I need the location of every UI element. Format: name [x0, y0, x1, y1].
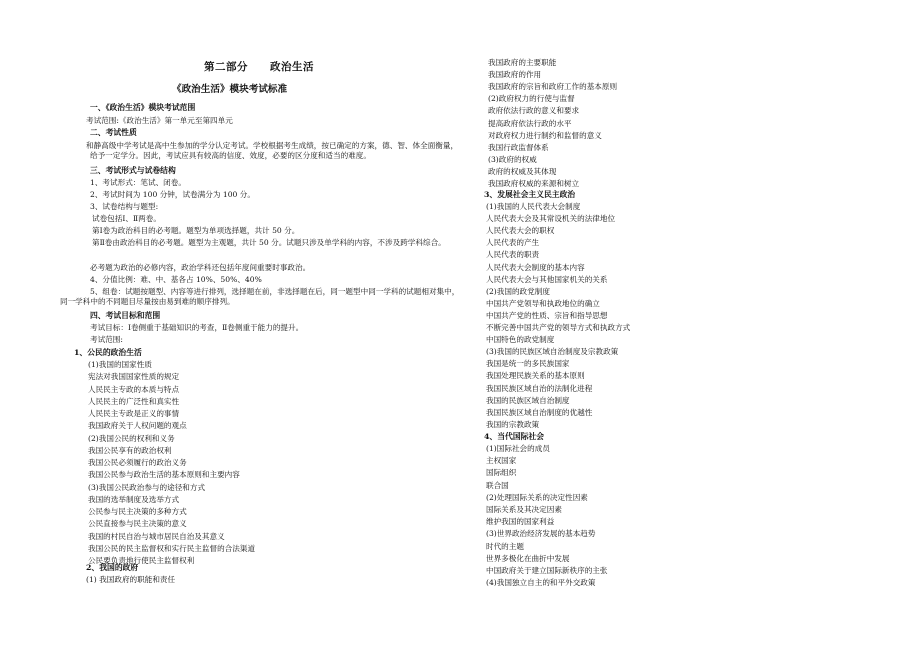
list-item: 国际关系及其决定因素	[486, 505, 562, 514]
list-item: 人民民主专政的本质与特点	[88, 384, 180, 394]
exam-scope-label: 考试范围:	[90, 335, 123, 344]
exam-form: 1、考试形式：笔试、闭卷。	[90, 178, 186, 187]
list-item: 我国的民族区域自治制度	[486, 395, 570, 405]
list-item: 人民代表的职责	[486, 250, 540, 260]
list-item: 我国公民的民主监督权和实行民主监督的合法渠道	[88, 543, 256, 553]
exam-goal: 考试目标：Ⅰ卷侧重于基础知识的考查，Ⅱ卷侧重于能力的提升。	[90, 323, 304, 332]
list-item: 中国共产党领导和执政地位的确立	[486, 298, 600, 308]
list-item: 不断完善中国共产党的领导方式和执政方式	[486, 323, 631, 332]
list-item: 公民直接参与民主决策的意义	[88, 519, 187, 529]
list-item: 人民民主的广泛性和真实性	[88, 396, 180, 406]
unit-4-heading: 4、当代国际社会	[484, 432, 545, 441]
list-item: 人民代表大会与其他国家机关的关系	[486, 274, 608, 284]
list-item: 我国政府的主要职能	[488, 58, 557, 67]
list-item: (3)政府的权威	[488, 154, 537, 164]
list-item: (2)我国公民的权利和义务	[88, 433, 175, 443]
list-item: 提高政府依法行政的水平	[488, 118, 572, 128]
list-item: 人民代表大会制度的基本内容	[486, 262, 585, 272]
exam-time: 2、考试时间为 100 分钟，试卷满分为 100 分。	[90, 190, 255, 199]
list-item: (2)我国的政党制度	[486, 286, 550, 296]
list-item: 我国政府权威的来源和树立	[488, 179, 580, 188]
section-2-heading: 二、考试性质	[90, 128, 137, 137]
paper-2-desc: 第Ⅱ卷由政治科目的必考题。题型为主观题，共计 50 分。试题只涉及单学科的内容，不涉及跨学科综合。	[92, 238, 446, 247]
list-item: (3)我国公民政治参与的途径和方式	[88, 482, 206, 492]
unit-2-heading: 2、我国的政府	[86, 563, 139, 572]
list-item: 联合国	[486, 480, 509, 490]
list-item: (1)我国的国家性质	[88, 360, 152, 369]
list-item: 宪法对我国国家性质的规定	[88, 372, 180, 382]
list-item: 中国共产党的性质、宗旨和指导思想	[486, 310, 608, 320]
paper-structure: 3、试卷结构与题型:	[90, 202, 159, 211]
list-item: 我国公民享有的政治权利	[88, 445, 172, 455]
list-item: 中国特色的政党制度	[486, 335, 555, 345]
list-item: 我国是统一的多民族国家	[486, 359, 570, 369]
list-item: 政府的权威及其体现	[488, 166, 557, 176]
section-4-heading: 四、考试目标和范围	[90, 311, 161, 320]
paper-composition: 5、组卷：试题按题型、内容等进行排列，选择题在前，非选择题在后，同一题型中同一学科的试题相对集中，同一学科中的不同题目尽量按由易到难的顺序排列。	[60, 287, 460, 306]
list-item: 我国政府关于人权问题的观点	[88, 421, 187, 431]
list-item: 我国政府的作用	[488, 70, 542, 80]
list-item: (3)世界政治经济发展的基本趋势	[486, 529, 596, 539]
list-item: (3)我国的民族区域自治制度及宗教政策	[486, 347, 619, 357]
score-ratio: 4、分值比例：难、中、基各占 10%、50%、40%	[90, 275, 262, 284]
list-item: 我国公民必须履行的政治义务	[88, 458, 187, 467]
list-item: (4)我国独立自主的和平外交政策	[486, 578, 596, 588]
paper-parts: 试卷包括Ⅰ、Ⅱ两卷。	[92, 214, 161, 223]
required-content: 必考题为政治的必修内容，政治学科还包括年度间重要时事政治。	[90, 263, 311, 272]
list-item: 我国的选举制度及选举方式	[88, 494, 180, 504]
list-item: 维护我国的国家利益	[486, 517, 555, 527]
list-item: 政府依法行政的意义和要求	[488, 106, 580, 116]
list-item: 对政府权力进行制约和监督的意义	[488, 130, 602, 140]
list-item: 我国行政监督体系	[488, 142, 549, 152]
list-item: 我国公民参与政治生活的基本原则和主要内容	[88, 470, 240, 480]
unit-1-heading: 1、公民的政治生活	[74, 348, 142, 357]
list-item: (2)政府权力的行使与监督	[488, 94, 575, 104]
section-2-text: 和静高级中学考试是高中生参加的学分认定考试。学校根据考生成绩，按已确定的方案，德、智、体全面衡量，给予一定学分。因此，考试应具有较高的信度、效度，必要的区分度和适当的难度。	[86, 141, 459, 160]
part-title: 第二部分 政治生活	[204, 61, 314, 73]
list-item: 我国民族区域自治的法制化进程	[486, 383, 593, 393]
list-item: 世界多极化在曲折中发展	[486, 553, 570, 563]
list-item: (1)我国的人民代表大会制度	[486, 202, 581, 211]
list-item: 人民代表的产生	[486, 238, 540, 248]
list-item: 中国政府关于建立国际新秩序的主张	[486, 566, 608, 575]
section-3-heading: 三、考试形式与试卷结构	[90, 166, 176, 175]
list-item: 公民参与民主决策的多种方式	[88, 507, 187, 516]
section-1-heading: 一、《政治生活》模块考试范围	[90, 103, 196, 112]
list-item: 国际组织	[486, 468, 517, 478]
module-title: 《政治生活》模块考试标准	[172, 84, 288, 95]
list-item: 公民要负责地行使民主监督权利	[88, 556, 195, 565]
list-item: (2)处理国际关系的决定性因素	[486, 492, 588, 502]
section-1-text: 考试范围:《政治生活》第一单元至第四单元	[86, 116, 233, 125]
unit-3-heading: 3、发展社会主义民主政治	[484, 190, 576, 199]
unit-2-item: (1) 我国政府的职能和责任	[86, 575, 176, 584]
paper-1-desc: 第Ⅰ卷为政治科目的必考题。题型为单项选择题，共计 50 分。	[92, 226, 300, 235]
list-item: 主权国家	[486, 456, 517, 466]
list-item: 我国政府的宗旨和政府工作的基本原则	[488, 82, 618, 92]
list-item: (1)国际社会的成员	[486, 444, 550, 453]
list-item: 我国处理民族关系的基本原则	[486, 371, 585, 381]
list-item: 人民代表大会的职权	[486, 226, 555, 236]
list-item: 人民代表大会及其常设机关的法律地位	[486, 214, 616, 224]
list-item: 我国的村民自治与城市居民自治及其意义	[88, 531, 225, 541]
list-item: 我国民族区域自治制度的优越性	[486, 407, 593, 417]
list-item: 我国的宗教政策	[486, 419, 540, 429]
list-item: 人民民主专政是正义的事情	[88, 409, 180, 418]
list-item: 时代的主题	[486, 541, 524, 551]
